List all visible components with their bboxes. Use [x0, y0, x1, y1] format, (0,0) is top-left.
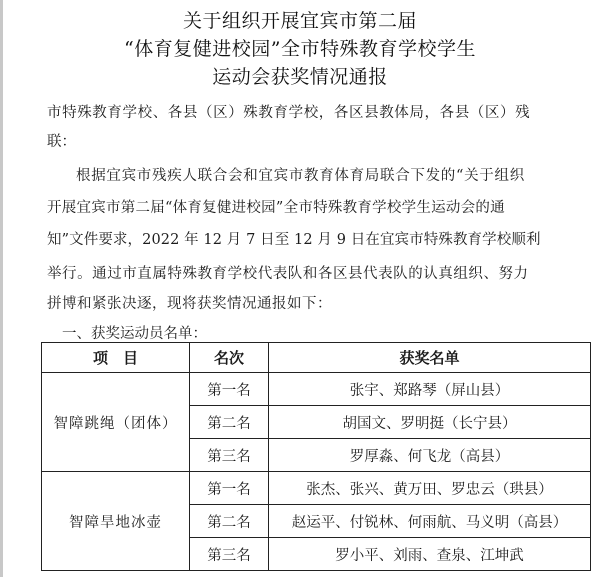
winners-cell: 罗小平、刘雨、查泉、江坤武 [269, 538, 591, 571]
header-rank: 名次 [190, 343, 269, 373]
recipients-line-1: 市特殊教育学校、各县（区）殊教育学校，各区县教体局，各县（区）残 [47, 105, 531, 121]
document-title-line-2: “体育复健进校园”全市特殊教育学校学生 [124, 38, 476, 60]
rank-cell: 第二名 [190, 505, 269, 538]
rank-cell: 第二名 [190, 406, 269, 439]
rank-cell: 第三名 [190, 538, 269, 571]
table-row [42, 472, 591, 505]
body-paragraph-line-5: 拼博和紧张决逐，现将获奖情况通报如下： [47, 296, 332, 312]
table-header-row [42, 343, 591, 373]
body-paragraph-line-3: 知”文件要求，2022 年 12 月 7 日至 12 月 9 日在宜宾市特殊教育学校顺利 [47, 232, 541, 248]
recipients-line-2: 联： [47, 134, 76, 150]
document-title-line-1: 关于组织开展宜宾市第二届 [182, 10, 417, 32]
awards-table [41, 342, 591, 571]
rank-cell: 第三名 [190, 439, 269, 472]
winners-cell: 张杰、张兴、黄万田、罗忠云（珙县） [269, 472, 591, 505]
winners-cell: 赵运平、付锐林、何雨航、马义明（高县） [269, 505, 591, 538]
winners-cell: 胡国文、罗明挺（长宁县） [269, 406, 591, 439]
winners-cell: 罗厚淼、何飞龙（高县） [269, 439, 591, 472]
table-row [42, 373, 591, 406]
header-event: 项 目 [42, 343, 190, 373]
document-title-line-3: 运动会获奖情况通报 [212, 66, 388, 88]
body-paragraph-line-4: 举行。通过市直属特殊教育学校代表队和各区县代表队的认真组织、努力 [47, 266, 529, 282]
event-cell-rope-skipping: 智障跳绳（团体） [42, 373, 190, 472]
section-heading: 一、获奖运动员名单： [62, 326, 207, 342]
rank-cell: 第一名 [190, 373, 269, 406]
header-winners: 获奖名单 [269, 343, 591, 373]
body-paragraph-line-1: 根据宜宾市残疾人联合会和宜宾市教育体育局联合下发的“关于组织 [76, 168, 525, 184]
rank-cell: 第一名 [190, 472, 269, 505]
body-paragraph-line-2: 开展宜宾市第二届“体育复健进校园”全市特殊教育学校学生运动会的通 [47, 200, 505, 216]
event-cell-floor-curling: 智障旱地冰壶 [42, 472, 190, 571]
winners-cell: 张宇、郑路琴（屏山县） [269, 373, 591, 406]
